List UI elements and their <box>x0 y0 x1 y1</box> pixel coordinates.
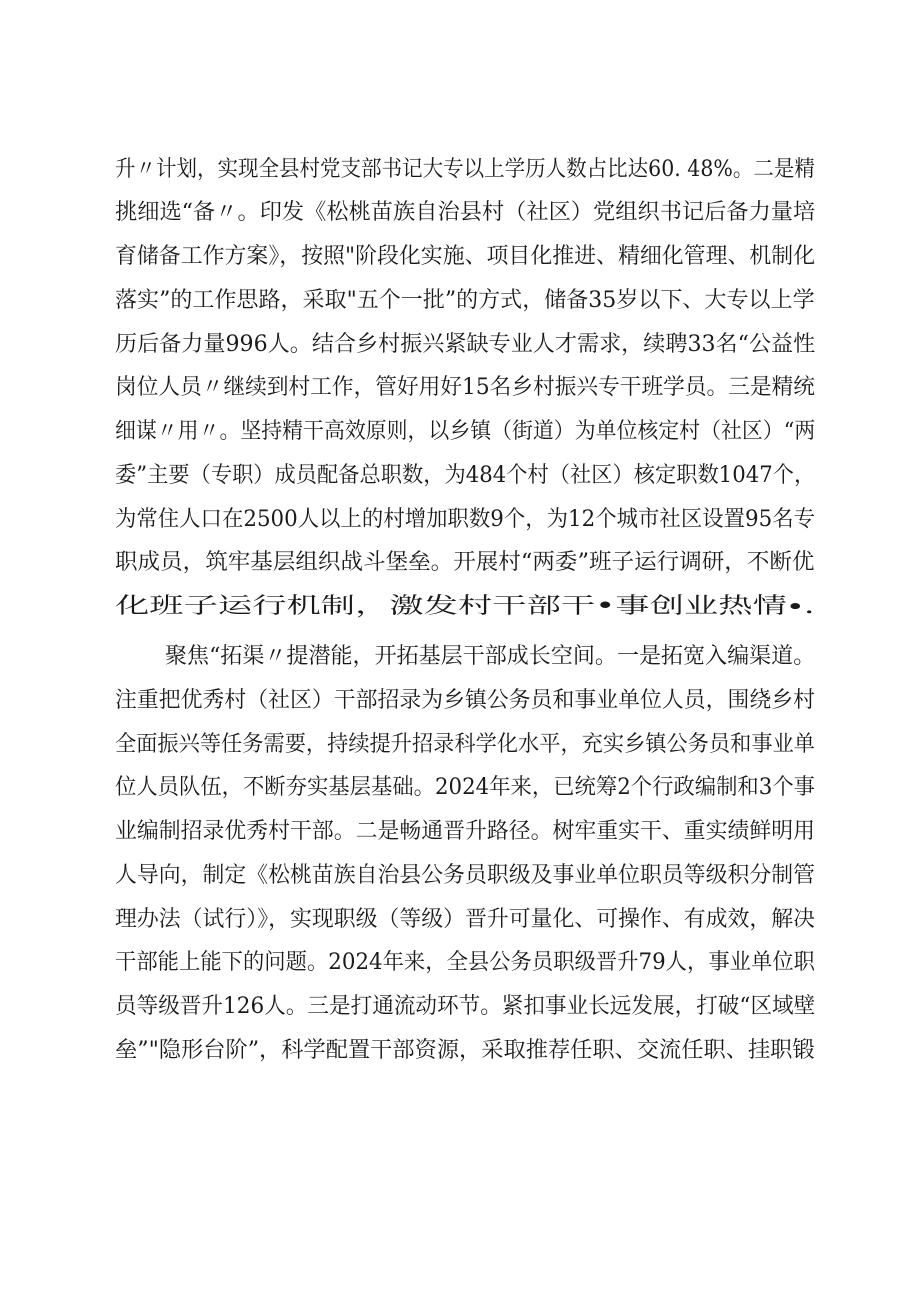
text-line: 委”主要（专职）成员配备总职数，为484个村（社区）核定职数1047个， <box>115 463 816 488</box>
text-line: 业编制招录优秀村干部。二是畅通晋升路径。树牢重实干、重实绩鲜明用 <box>115 819 816 844</box>
text-line: 为常住人口在2500人以上的村增加职数9个，为12个城市社区设置95名专 <box>115 507 815 532</box>
text-line: 育储备工作方案》，按照"阶段化实施、项目化推进、精细化管理、机制化 <box>115 244 816 269</box>
text-line: 升〃计划，实现全县村党支部书记大专以上学历人数占比达60. 48%。二是精 <box>115 157 815 182</box>
text-line: 职成员，筑牢基层组织战斗堡垒。开展村“两委”班子运行调研，不断优 <box>115 550 815 575</box>
text-line: 细谋〃用〃。坚持精干高效原则，以乡镇（街道）为单位核定村（社区）“两 <box>115 419 816 444</box>
text-line: 全面振兴等任务需要，持续提升招录科学化水平，充实乡镇公务员和事业单 <box>115 732 816 757</box>
text-line: 挑细选“备〃。印发《松桃苗族自治县村（社区）党组织书记后备力量培 <box>115 200 816 225</box>
text-line: 干部能上能下的问题。2024年来，全县公务员职级晋升79人，事业单位职 <box>115 950 815 975</box>
text-line: 理办法（试行）》，实现职级（等级）晋升可量化、可操作、有成效，解决 <box>115 907 816 932</box>
text-line: 落实”的工作思路，采取"五个一批”的方式，储备35岁以下、大专以上学 <box>115 288 815 313</box>
text-line: 历后备力量996人。结合乡村振兴紧缺专业人才需求，续聘33名“公益性 <box>115 332 816 357</box>
paragraph-start-line: 聚焦“拓渠〃提潜能，开拓基层干部成长空间。一是拓宽入编渠道。 <box>165 644 816 669</box>
text-line: 岗位人员〃继续到村工作，管好用好15名乡村振兴专干班学员。三是精统 <box>115 375 815 400</box>
text-line: 化班子运行机制，激发村干部干•事创业热情∙. <box>115 594 815 619</box>
text-line: 员等级晋升126人。三是打通流动环节。紧扣事业长远发展，打破“区域壁 <box>115 994 816 1019</box>
text-line: 注重把优秀村（社区）干部招录为乡镇公务员和事业单位人员，围绕乡村 <box>115 688 816 713</box>
text-line: 位人员队伍，不断夯实基层基础。2024年来，已统筹2个行政编制和3个事 <box>115 775 815 800</box>
text-line: 垒”"隐形台阶”，科学配置干部资源，采取推荐任职、交流任职、挂职锻 <box>115 1038 815 1063</box>
text-line: 人导向，制定《松桃苗族自治县公务员职级及事业单位职员等级积分制管 <box>115 863 816 888</box>
